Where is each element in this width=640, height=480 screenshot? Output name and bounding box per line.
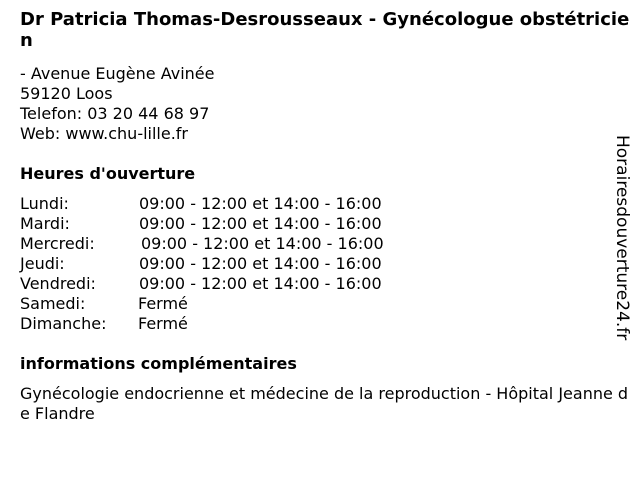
opening-hours-heading: Heures d'ouverture	[20, 164, 196, 183]
day-label: Dimanche:	[20, 314, 107, 333]
day-label: Vendredi:	[20, 274, 96, 293]
day-label: Samedi:	[20, 294, 86, 313]
hours-row-saturday	[20, 294, 440, 314]
additional-info-text: Gynécologie endocrienne et médecine de la reproduction - Hôpital Jeanne de Flandre	[20, 384, 629, 423]
day-hours: 09:00 - 12:00 et 14:00 - 16:00	[139, 214, 382, 233]
site-watermark: Horairesdouverture24.fr	[612, 135, 632, 341]
address-street: - Avenue Eugène Avinée	[20, 64, 215, 83]
phone-number[interactable]: Telefon: 03 20 44 68 97	[20, 104, 210, 123]
hours-row-wednesday	[20, 234, 440, 254]
page-title: Dr Patricia Thomas-Desrousseaux - Gynécologue obstétricien	[20, 9, 630, 51]
address-city: 59120 Loos	[20, 84, 113, 103]
day-label: Jeudi:	[20, 254, 65, 273]
hours-row-tuesday	[20, 214, 440, 234]
day-label: Mercredi:	[20, 234, 95, 253]
day-label: Mardi:	[20, 214, 70, 233]
hours-row-friday	[20, 274, 440, 294]
additional-info-heading: informations complémentaires	[20, 354, 297, 373]
hours-row-sunday	[20, 314, 440, 334]
hours-row-monday	[20, 194, 440, 214]
day-hours: Fermé	[138, 294, 188, 313]
website-link[interactable]: Web: www.chu-lille.fr	[20, 124, 189, 143]
day-hours: 09:00 - 12:00 et 14:00 - 16:00	[139, 254, 382, 273]
day-hours: 09:00 - 12:00 et 14:00 - 16:00	[139, 274, 382, 293]
hours-row-thursday	[20, 254, 440, 274]
day-hours: 09:00 - 12:00 et 14:00 - 16:00	[139, 194, 382, 213]
day-hours: 09:00 - 12:00 et 14:00 - 16:00	[141, 234, 384, 253]
day-label: Lundi:	[20, 194, 69, 213]
day-hours: Fermé	[138, 314, 188, 333]
